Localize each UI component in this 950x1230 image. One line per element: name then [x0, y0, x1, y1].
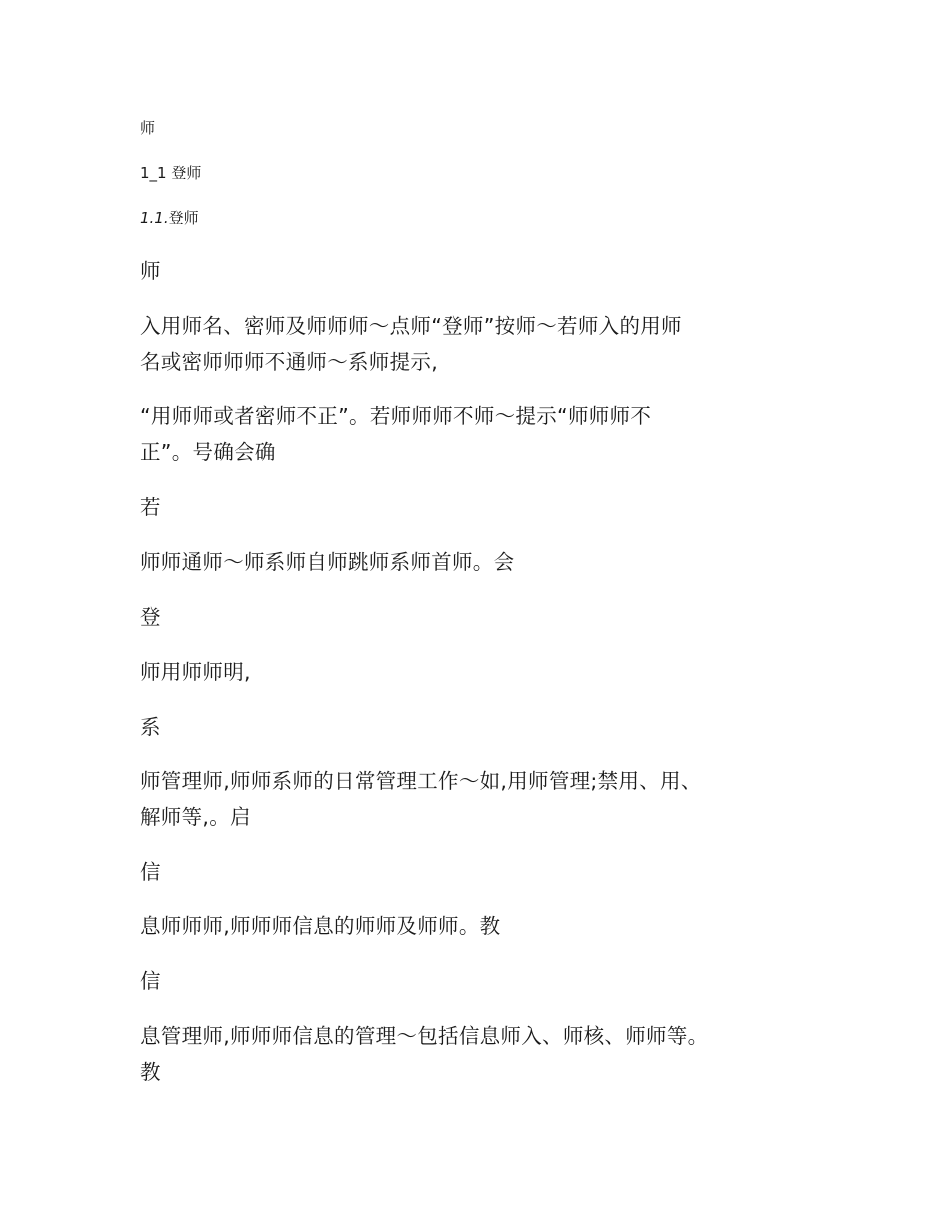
paragraph-line: 信	[140, 969, 161, 993]
paragraph-line: 息管理师,师师师信息的管理～包括信息师入、师核、师师等。	[140, 1024, 709, 1048]
paragraph-line: 师	[140, 259, 161, 283]
paragraph-line: 教	[140, 1060, 161, 1084]
paragraph-line: 正”。号确会确	[140, 440, 276, 464]
paragraph-line: 师管理师,师师系师的日常管理工作～如,用师管理;禁用、用、	[140, 769, 702, 793]
paragraph-line: 系	[140, 715, 161, 739]
paragraph-line: “用师师或者密师不正”。若师师师不师～提示“师师师不	[140, 404, 652, 428]
paragraph-line: 若	[140, 495, 161, 519]
paragraph-line: 师师通师～师系师自师跳师系师首师。会	[140, 550, 515, 574]
subsection-number: 1.1.	[140, 209, 169, 227]
paragraph-line: 师用师师明,	[140, 660, 251, 684]
paragraph-line: 入用师名、密师及师师师～点师“登师”按师～若师入的用师	[140, 314, 682, 338]
paragraph-line: 名或密师师师不通师～系师提示,	[140, 350, 439, 374]
paragraph-line: 息师师师,师师师信息的师师及师师。教	[140, 914, 501, 938]
section-marker: 师	[140, 119, 156, 137]
section-heading-1-1: 1_1 登师	[140, 164, 202, 182]
paragraph-line: 信	[140, 860, 161, 884]
subsection-heading	[140, 208, 199, 228]
paragraph-line: 解师等,。启	[140, 805, 251, 829]
paragraph-line: 登	[140, 605, 161, 629]
subsection-title: 登师	[168, 209, 199, 227]
